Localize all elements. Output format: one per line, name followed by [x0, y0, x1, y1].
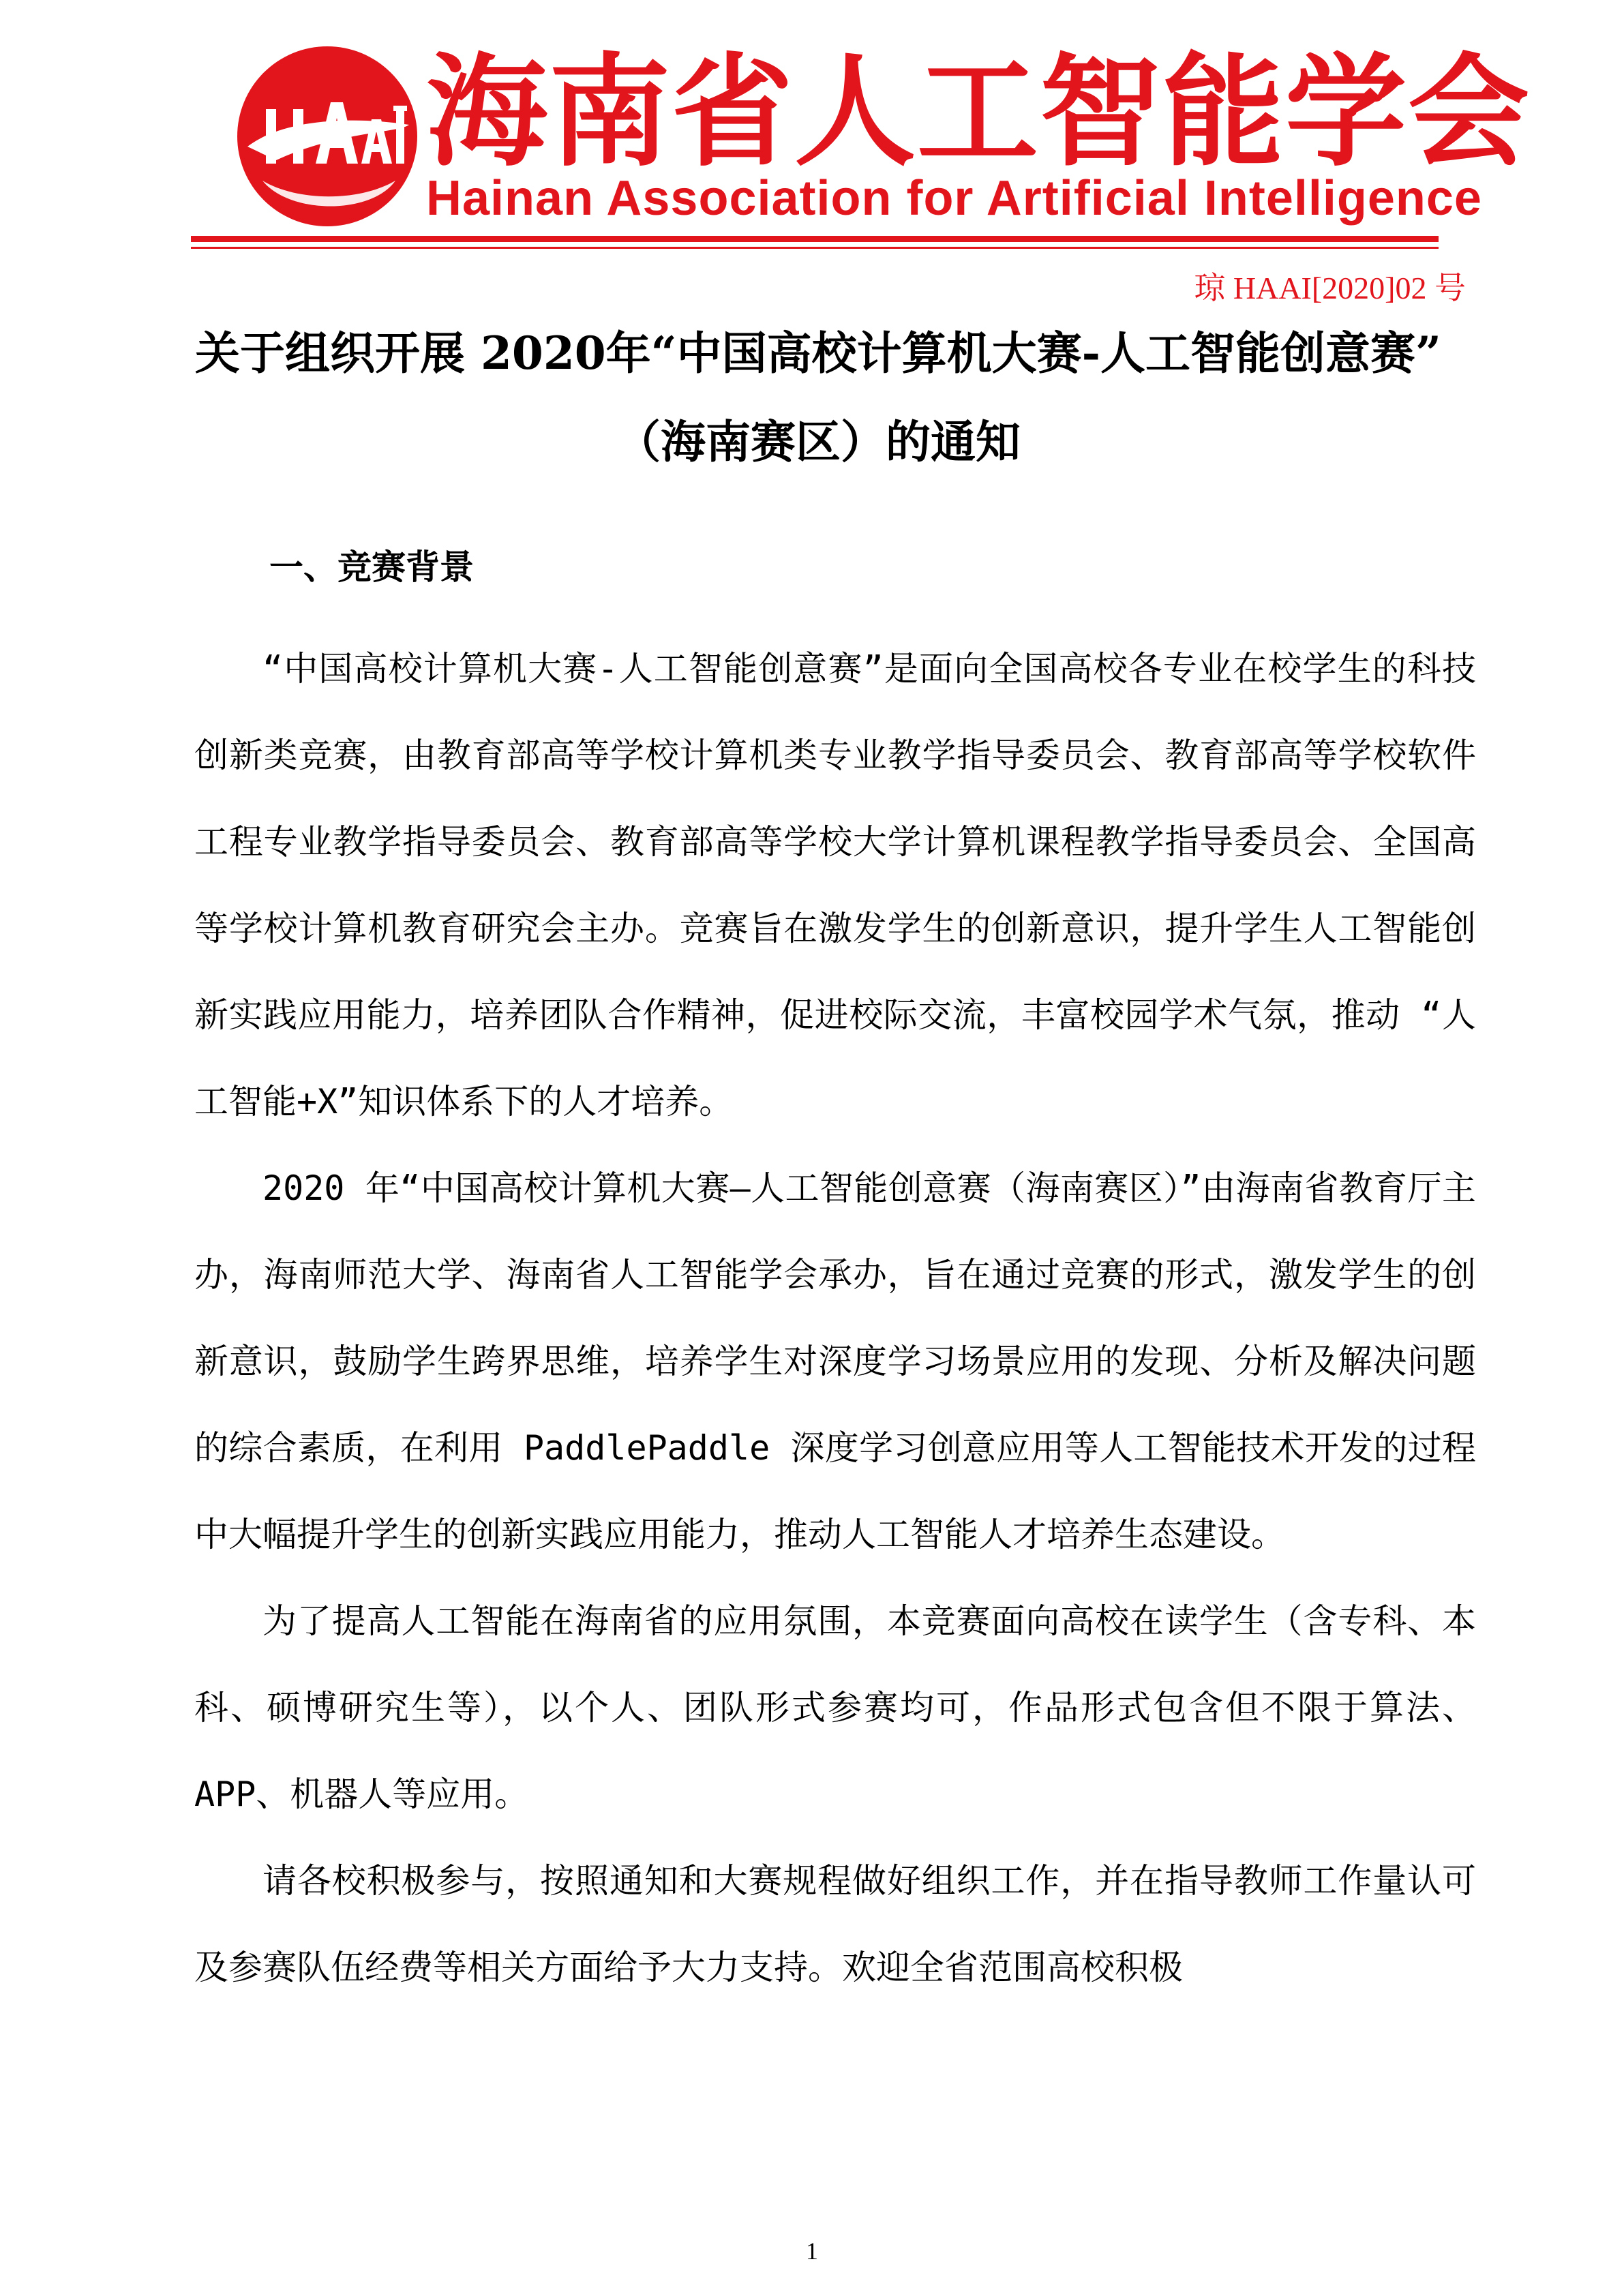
haai-logo-icon [235, 44, 419, 228]
page-number: 1 [806, 2237, 818, 2265]
section-body [194, 626, 1476, 2011]
letterhead-divider-thin [191, 247, 1439, 249]
body-paragraph: 为了提高人工智能在海南省的应用氛围，本竞赛面向高校在读学生（含专科、本科、硕博研究生等），以个人、团队形式参赛均可，作品形式包含但不限于算法、APP、机器人等应用。 [194, 1601, 1476, 1814]
document-number: 琼 HAAI[2020]02 号 [1194, 271, 1466, 305]
letterhead-divider-thick [191, 236, 1439, 242]
document-title-line-1: 关于组织开展 2020年“中国高校计算机大赛-人工智能创意赛” [195, 327, 1441, 380]
org-name-cn: 海南省人工智能学会 [426, 42, 1531, 183]
org-name-en: Hainan Association for Artificial Intelligence [426, 171, 1482, 226]
body-paragraph: 2020 年“中国高校计算机大赛—人工智能创意赛（海南赛区）”由海南省教育厅主办，海南师范大学、海南省人工智能学会承办，旨在通过竞赛的形式，激发学生的创新意识，鼓励学生跨界思维，培养学生对深度学习场景应用的发现、分析及解决问题的综合素质，在利用 PaddlePaddle 深度学习创意应用等人工智能技术开发的过程中大幅提升学生的创新实践应用能力，推动人工智能人才培养生态建设。 [194, 1168, 1476, 1554]
body-paragraph: 请各校积极参与，按照通知和大赛规程做好组织工作，并在指导教师工作量认可及参赛队伍经费等相关方面给予大力支持。欢迎全省范围高校积极 [194, 1861, 1476, 1987]
document-title-line-2: （海南赛区）的通知 [616, 415, 1021, 468]
section-heading: 一、竞赛背景 [269, 547, 474, 587]
body-paragraph: “中国高校计算机大赛-人工智能创意赛”是面向全国高校各专业在校学生的科技创新类竞赛，由教育部高等学校计算机类专业教学指导委员会、教育部高等学校软件工程专业教学指导委员会、教育部高等学校大学计算机课程教学指导委员会、全国高等学校计算机教育研究会主办。竞赛旨在激发学生的创新意识，提升学生人工智能创新实践应用能力，培养团队合作精神，促进校际交流，丰富校园学术气氛，推动 “人工智能+X”知识体系下的人才培养。 [194, 649, 1476, 1121]
